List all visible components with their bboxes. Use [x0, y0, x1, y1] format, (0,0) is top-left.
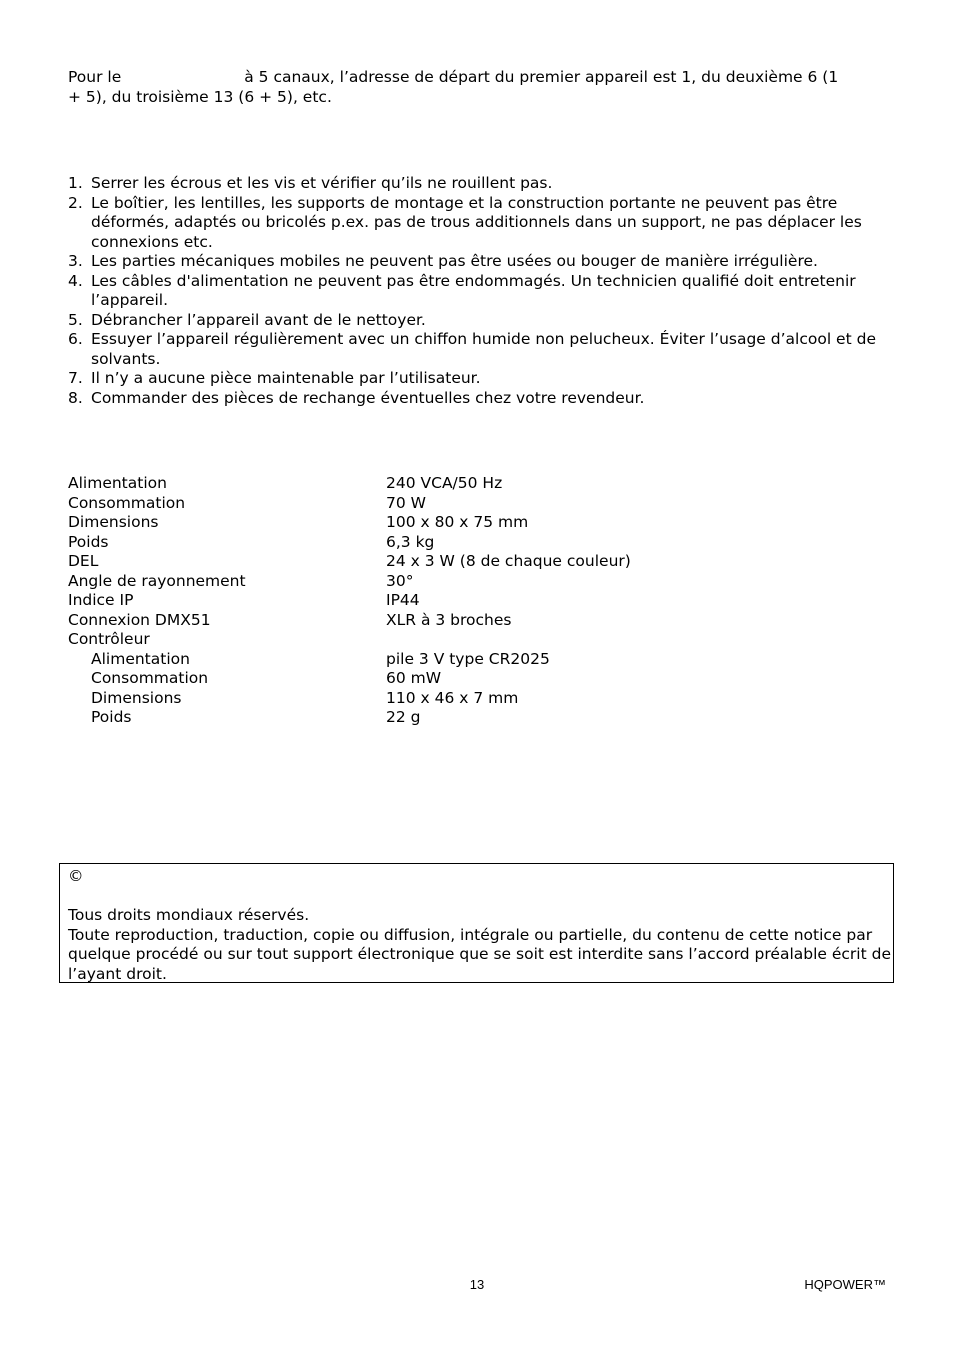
copyright-line-1: Tous droits mondiaux réservés. [68, 906, 310, 924]
spec-row: Poids 6,3 kg [68, 532, 435, 551]
list-item: 7. Il n’y a aucune pièce maintenable par l’utilisateur. [68, 369, 481, 387]
spec-row: Indice IP IP44 [68, 591, 420, 609]
list-item: 1. Serrer les écrous et les vis et vérifier qu’ils ne rouillent pas. [68, 174, 553, 192]
list-item: 8. Commander des pièces de rechange éventuelles chez votre revendeur. [68, 388, 645, 407]
specifications-table [68, 474, 888, 728]
spec-row: Alimentation pile 3 V type CR2025 [91, 649, 550, 668]
list-item: 2. Le boîtier, les lentilles, les supports de montage et la construction portante ne peuvent pas être déformés, adaptés ou bricolés p.ex. pas de trous additionnels dans un support, ne pas déplacer les connexions etc. [68, 193, 862, 251]
spec-row: Contrôleur [68, 630, 150, 648]
spec-row: Consommation 70 W [68, 493, 426, 512]
copyright-symbol: © [68, 867, 84, 885]
intro-line-2: + 5), du troisième 13 (6 + 5), etc. [68, 88, 332, 106]
spec-row: Poids 22 g [91, 708, 421, 726]
spec-row: Dimensions 110 x 46 x 7 mm [91, 688, 519, 707]
copyright-box [59, 863, 894, 983]
intro-end: à 5 canaux, l’adresse de départ du premier appareil est 1, du deuxième 6 (1 [244, 68, 839, 86]
page-number: 13 [469, 1277, 485, 1292]
list-item: 5. Débrancher l’appareil avant de le nettoyer. [68, 310, 426, 329]
spec-row: Connexion DMX51 XLR à 3 broches [68, 610, 512, 629]
spec-row: Alimentation 240 VCA/50 Hz [68, 474, 503, 492]
list-item: 6. Essuyer l’appareil régulièrement avec un chiffon humide non pelucheux. Éviter l’usage d’alcool et de solvants. [68, 330, 876, 368]
intro-start: Pour le [68, 68, 122, 86]
copyright-text [68, 867, 893, 984]
brand-name: HQPOWER™ [804, 1277, 886, 1292]
copyright-line-2: Toute reproduction, traduction, copie ou diffusion, intégrale ou partielle, du contenu de cette notice par quelque procédé ou sur tout support électronique que se soit est interdite sans l’accord préalable écrit de l’ayant droit. [68, 925, 891, 983]
spec-row: Consommation 60 mW [91, 669, 442, 687]
spec-row: Angle de rayonnement 30° [68, 571, 414, 590]
list-item: 3. Les parties mécaniques mobiles ne peuvent pas être usées ou bouger de manière irrégulière. [68, 252, 818, 270]
list-item: 4. Les câbles d'alimentation ne peuvent pas être endommagés. Un technicien qualifié doit entretenir l’appareil. [68, 271, 856, 309]
maintenance-list [68, 174, 898, 408]
spec-row: DEL 24 x 3 W (8 de chaque couleur) [68, 552, 631, 570]
intro-line-1 [68, 68, 838, 88]
spec-row: Dimensions 100 x 80 x 75 mm [68, 513, 529, 531]
